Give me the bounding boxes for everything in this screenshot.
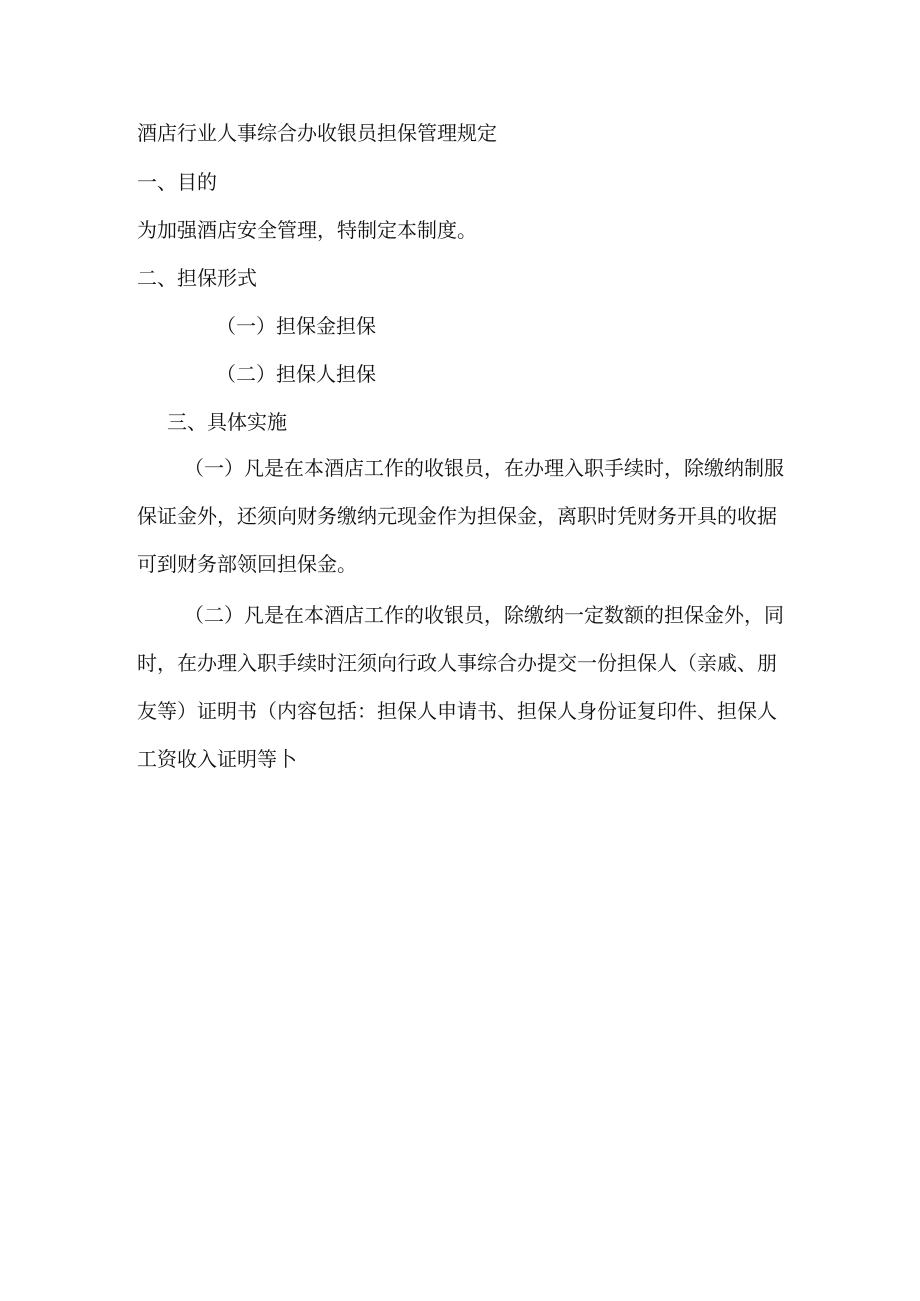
implementation-paragraph-2: [137, 591, 782, 783]
section-heading-implementation: 三、具体实施: [167, 410, 287, 434]
paragraph-line: 时，在办理入职手续时汪须向行政人事综合办提交一份担保人（亲戚、朋: [137, 651, 777, 675]
paragraph-line: 友等）证明书（内容包括：担保人申请书、担保人身份证复印件、担保人: [137, 699, 777, 723]
section-heading-purpose: 一、目的: [137, 170, 217, 194]
guarantee-form-item: （一）担保金担保: [216, 314, 376, 338]
paragraph-line: 工资收入证明等卜: [137, 747, 297, 771]
paragraph-line: （一）凡是在本酒店工作的收银员，在办理入职手续时，除缴纳制服: [184, 456, 784, 480]
section-heading-guarantee-forms: 二、担保形式: [137, 266, 257, 290]
document-title: 酒店行业人事综合办收银员担保管理规定: [137, 121, 497, 145]
paragraph-line: 可到财务部领回担保金。: [137, 552, 357, 576]
implementation-paragraph-1: [137, 444, 782, 588]
guarantee-form-item: （二）担保人担保: [216, 362, 376, 386]
paragraph-line: （二）凡是在本酒店工作的收银员，除缴纳一定数额的担保金外，同: [184, 603, 784, 627]
section-text-purpose: 为加强酒店安全管理，特制定本制度。: [137, 218, 477, 242]
paragraph-line: 保证金外，还须向财务缴纳元现金作为担保金，离职时凭财务开具的收据: [137, 504, 777, 528]
